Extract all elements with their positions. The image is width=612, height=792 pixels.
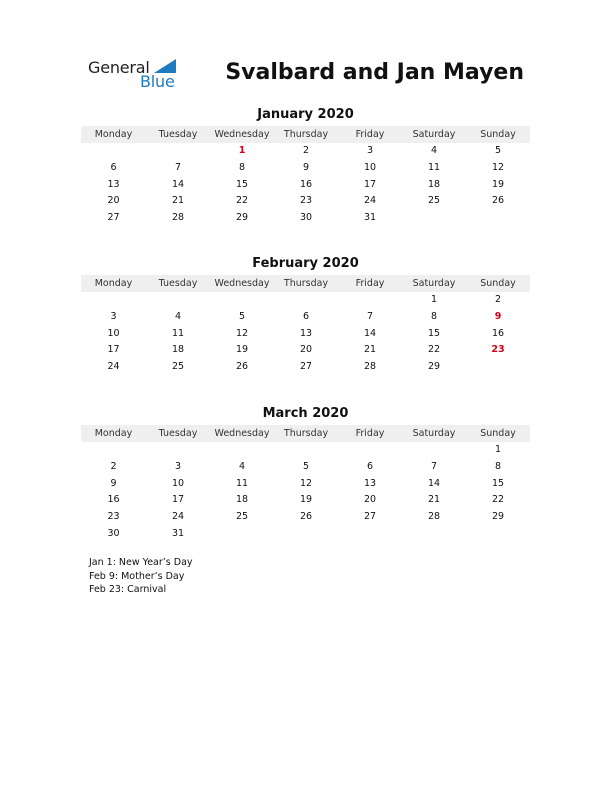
day-cell: 6 [302, 310, 310, 322]
week-row [81, 143, 530, 160]
weekday-label: Saturday [412, 278, 456, 289]
weekday-label: Tuesday [158, 428, 198, 439]
week-row [81, 492, 530, 509]
day-cell: 12 [491, 161, 505, 173]
day-cell: 8 [238, 161, 246, 173]
day-cell: 8 [494, 460, 502, 472]
day-cell: 14 [427, 477, 441, 489]
day-cell: 22 [491, 494, 505, 506]
day-cell: 29 [427, 361, 441, 373]
day-cell: 21 [171, 195, 185, 207]
weekday-header [81, 126, 530, 143]
weekday-label: Friday [355, 129, 385, 140]
day-cell: 5 [302, 460, 310, 472]
day-cell: 7 [430, 460, 438, 472]
week-row [81, 326, 530, 343]
weekday-header [81, 425, 530, 442]
month-march [81, 405, 530, 543]
weekday-label: Thursday [283, 129, 329, 140]
day-cell: 22 [427, 344, 441, 356]
day-cell: 5 [238, 310, 246, 322]
week-row [81, 160, 530, 177]
day-cell: 10 [107, 327, 120, 339]
day-cell: 24 [171, 511, 185, 523]
day-cell: 12 [235, 327, 249, 339]
day-cell: 18 [427, 178, 441, 190]
month-title: January 2020 [257, 107, 354, 122]
day-cell: 29 [491, 511, 505, 523]
day-cell: 27 [299, 361, 313, 373]
weekday-label: Tuesday [158, 278, 198, 289]
day-cell: 25 [427, 195, 441, 207]
week-row [81, 210, 530, 227]
empty-day-cell [274, 526, 338, 543]
empty-day-cell [146, 143, 210, 160]
day-cell: 25 [171, 361, 185, 373]
logo-triangle-icon [154, 59, 176, 73]
empty-day-cell [81, 143, 146, 160]
week-row [81, 177, 530, 194]
weekday-label: Saturday [412, 129, 456, 140]
day-cell: 21 [363, 344, 377, 356]
empty-day-cell [402, 442, 466, 459]
day-cell: 2 [110, 460, 117, 472]
day-cell: 20 [107, 195, 120, 207]
day-cell: 26 [299, 511, 313, 523]
month-february [81, 255, 530, 376]
empty-day-cell [338, 526, 402, 543]
day-cell: 2 [494, 294, 502, 305]
weekday-label: Saturday [412, 428, 456, 439]
day-cell: 19 [235, 344, 249, 356]
week-row [81, 309, 530, 326]
empty-day-cell [466, 210, 530, 227]
empty-day-cell [146, 442, 210, 459]
week-row [81, 476, 530, 493]
empty-day-cell [466, 359, 530, 376]
day-cell: 26 [235, 361, 249, 373]
weekday-label: Monday [94, 428, 133, 439]
week-row [81, 509, 530, 526]
weekday-label: Wednesday [214, 278, 270, 289]
day-cell: 19 [299, 494, 313, 506]
day-cell: 30 [107, 527, 120, 539]
day-cell: 7 [366, 310, 374, 322]
day-cell: 3 [174, 460, 182, 472]
weekday-label: Tuesday [158, 129, 198, 140]
day-cell: 18 [171, 344, 185, 356]
day-cell: 3 [366, 145, 374, 156]
day-cell: 1 [494, 444, 502, 455]
day-cell: 30 [299, 212, 313, 224]
day-cell: 1 [430, 294, 438, 305]
weekday-label: Sunday [480, 278, 516, 289]
day-cell: 13 [107, 178, 120, 190]
empty-day-cell [402, 210, 466, 227]
empty-day-cell [274, 442, 338, 459]
generalblue-logo [88, 56, 198, 92]
day-cell: 17 [107, 344, 120, 356]
day-cell: 31 [363, 212, 377, 224]
day-cell: 11 [171, 327, 185, 339]
weekday-header [81, 275, 530, 292]
month-title: March 2020 [262, 406, 349, 421]
day-cell: 10 [363, 161, 377, 173]
month-january [81, 106, 530, 227]
empty-day-cell [402, 526, 466, 543]
month-title: February 2020 [252, 256, 359, 271]
weekday-label: Monday [94, 278, 133, 289]
weekday-label: Sunday [480, 428, 516, 439]
logo-blue-text: Blue [140, 72, 175, 91]
day-cell: 3 [110, 310, 117, 322]
week-row [81, 459, 530, 476]
day-cell: 9 [494, 310, 502, 322]
day-cell: 21 [427, 494, 441, 506]
day-cell: 23 [491, 344, 505, 356]
day-cell: 20 [299, 344, 313, 356]
empty-day-cell [210, 526, 274, 543]
day-cell: 1 [238, 145, 246, 156]
empty-day-cell [338, 292, 402, 309]
holiday-note: Feb 23: Carnival [89, 584, 167, 595]
day-cell: 9 [302, 161, 310, 173]
day-cell: 14 [171, 178, 185, 190]
day-cell: 22 [235, 195, 249, 207]
weekday-label: Thursday [283, 428, 329, 439]
day-cell: 7 [174, 161, 182, 173]
day-cell: 24 [363, 195, 377, 207]
day-cell: 29 [235, 212, 249, 224]
day-cell: 12 [299, 477, 313, 489]
day-cell: 17 [363, 178, 377, 190]
day-cell: 11 [235, 477, 249, 489]
day-cell: 16 [107, 494, 120, 506]
logo-general-text: General [88, 58, 150, 77]
weekday-label: Friday [355, 278, 385, 289]
weekday-label: Sunday [480, 129, 516, 140]
week-row [81, 342, 530, 359]
day-cell: 15 [427, 327, 441, 339]
day-cell: 16 [491, 327, 505, 339]
day-cell: 2 [302, 145, 310, 156]
day-cell: 19 [491, 178, 505, 190]
weekday-label: Wednesday [214, 129, 270, 140]
week-row [81, 526, 530, 543]
day-cell: 11 [427, 161, 441, 173]
day-cell: 4 [174, 310, 182, 322]
weekday-label: Monday [94, 129, 133, 140]
day-cell: 13 [363, 477, 377, 489]
day-cell: 18 [235, 494, 249, 506]
week-row [81, 359, 530, 376]
weekday-label: Friday [355, 428, 385, 439]
day-cell: 9 [110, 477, 117, 489]
holiday-note: Jan 1: New Year’s Day [89, 557, 193, 568]
empty-day-cell [81, 292, 146, 309]
day-cell: 27 [363, 511, 377, 523]
day-cell: 28 [427, 511, 441, 523]
day-cell: 15 [491, 477, 505, 489]
day-cell: 23 [299, 195, 313, 207]
holiday-notes [89, 556, 193, 597]
day-cell: 4 [430, 145, 438, 156]
day-cell: 8 [430, 310, 438, 322]
week-row [81, 292, 530, 309]
day-cell: 10 [171, 477, 185, 489]
day-cell: 13 [299, 327, 313, 339]
day-cell: 6 [366, 460, 374, 472]
day-cell: 26 [491, 195, 505, 207]
weekday-label: Thursday [283, 278, 329, 289]
day-cell: 28 [171, 212, 185, 224]
week-row [81, 193, 530, 210]
day-cell: 17 [171, 494, 185, 506]
empty-day-cell [146, 292, 210, 309]
empty-day-cell [274, 292, 338, 309]
day-cell: 23 [107, 511, 120, 523]
day-cell: 6 [110, 161, 117, 173]
empty-day-cell [81, 442, 146, 459]
day-cell: 16 [299, 178, 313, 190]
day-cell: 20 [363, 494, 377, 506]
day-cell: 5 [494, 145, 502, 156]
day-cell: 25 [235, 511, 249, 523]
empty-day-cell [338, 442, 402, 459]
week-row [81, 442, 530, 459]
day-cell: 24 [107, 361, 120, 373]
day-cell: 31 [171, 527, 185, 539]
day-cell: 27 [107, 212, 120, 224]
day-cell: 15 [235, 178, 249, 190]
empty-day-cell [466, 526, 530, 543]
day-cell: 14 [363, 327, 377, 339]
page-title: Svalbard and Jan Mayen [225, 60, 524, 85]
empty-day-cell [210, 442, 274, 459]
holiday-note: Feb 9: Mother’s Day [89, 570, 185, 582]
empty-day-cell [210, 292, 274, 309]
day-cell: 28 [363, 361, 377, 373]
day-cell: 4 [238, 460, 246, 472]
weekday-label: Wednesday [214, 428, 270, 439]
